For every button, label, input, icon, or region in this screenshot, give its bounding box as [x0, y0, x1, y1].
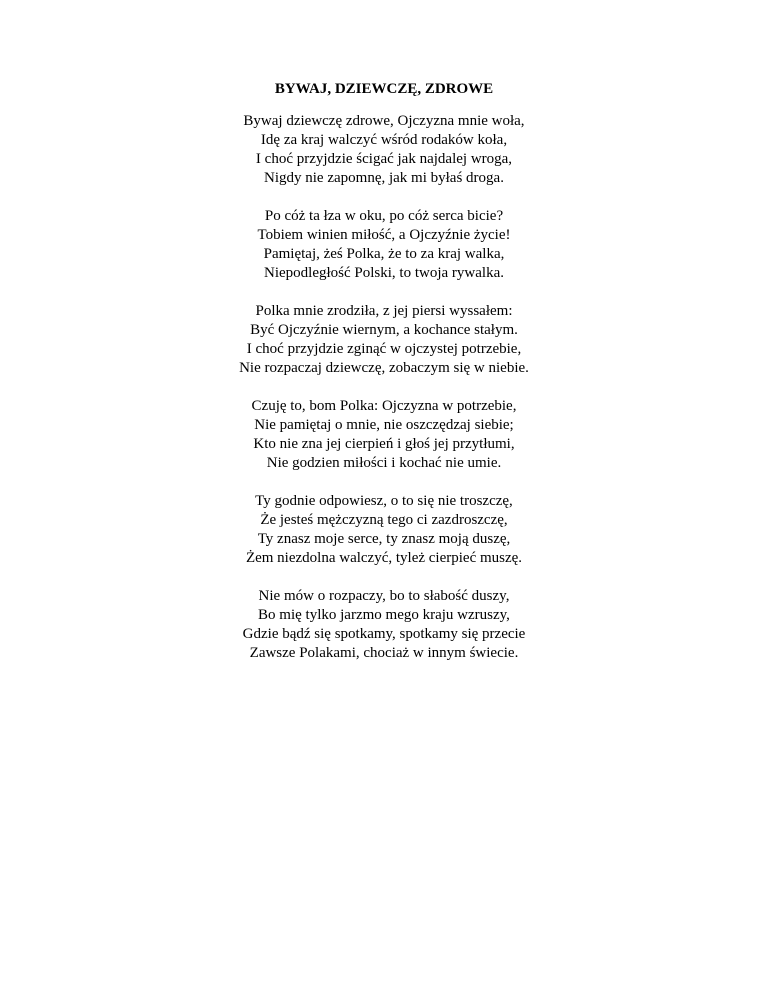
- poem-line: Idę za kraj walczyć wśród rodaków koła,: [260, 132, 508, 148]
- poem-line: Bywaj dziewczę zdrowe, Ojczyzna mnie woła,: [243, 113, 525, 129]
- poem-line: Bo mię tylko jarzmo mego kraju wzruszy,: [258, 607, 510, 623]
- poem-line: Żem niezdolna walczyć, tyleż cierpieć muszę.: [245, 550, 523, 566]
- poem-line: Nie rozpaczaj dziewczę, zobaczym się w niebie.: [239, 360, 529, 376]
- stanza-1: [0, 112, 768, 188]
- poem-line: Kto nie zna jej cierpień i głoś jej przytłumi,: [253, 436, 515, 452]
- poem-line: Czuję to, bom Polka: Ojczyzna w potrzebie,: [251, 398, 517, 414]
- poem-line: Być Ojczyźnie wiernym, a kochance stałym.: [250, 322, 518, 338]
- poem-line: Nie godzien miłości i kochać nie umie.: [266, 455, 502, 471]
- poem-line: Że jesteś mężczyzną tego ci zazdroszczę,: [260, 512, 508, 528]
- poem-line: Zawsze Polakami, chociaż w innym świecie.: [249, 645, 519, 661]
- poem-line: Polka mnie zrodziła, z jej piersi wyssałem:: [255, 303, 513, 319]
- poem-title: BYWAJ, DZIEWCZĘ, ZDROWE: [274, 81, 494, 97]
- stanza-6: [0, 587, 768, 663]
- poem-line: Nie mów o rozpaczy, bo to słabość duszy,: [258, 588, 510, 604]
- poem-line: I choć przyjdzie ścigać jak najdalej wroga,: [255, 151, 513, 167]
- poem-line: Niepodległość Polski, to twoja rywalka.: [264, 265, 504, 281]
- stanza-5: [0, 492, 768, 568]
- poem-line: I choć przyjdzie zginąć w ojczystej potrzebie,: [246, 341, 522, 357]
- poem-line: Gdzie bądź się spotkamy, spotkamy się przecie: [242, 626, 526, 642]
- poem-line: Ty znasz moje serce, ty znasz moją duszę,: [257, 531, 511, 547]
- poem: [0, 79, 768, 682]
- poem-line: Nie pamiętaj o mnie, nie oszczędzaj siebie;: [254, 417, 514, 433]
- poem-line: Nigdy nie zapomnę, jak mi byłaś droga.: [264, 170, 504, 186]
- poem-line: Ty godnie odpowiesz, o to się nie troszczę,: [255, 493, 513, 509]
- poem-line: Po cóż ta łza w oku, po cóż serca bicie?: [264, 208, 504, 224]
- stanza-2: [0, 207, 768, 283]
- poem-line: Tobiem winien miłość, a Ojczyźnie życie!: [257, 227, 511, 243]
- stanza-4: [0, 397, 768, 473]
- poem-line: Pamiętaj, żeś Polka, że to za kraj walka,: [263, 246, 505, 262]
- stanza-3: [0, 302, 768, 378]
